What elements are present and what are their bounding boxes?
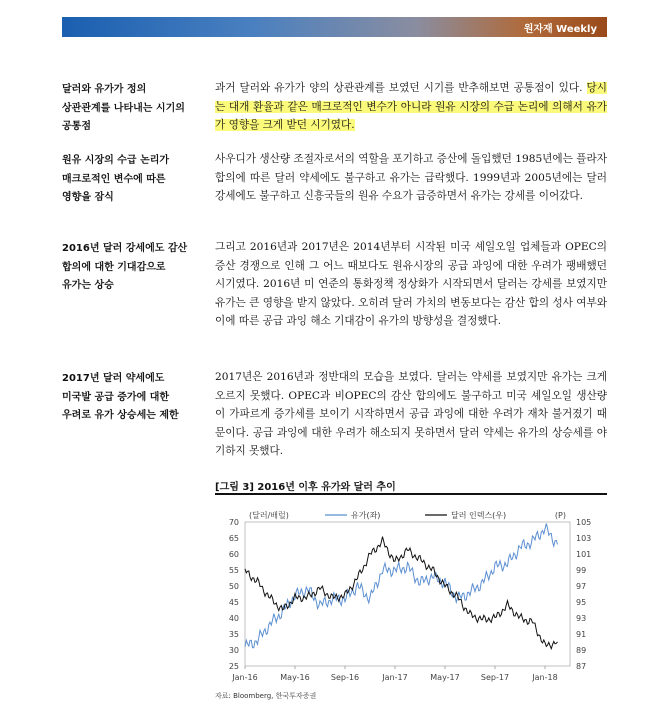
y-right-tick-label: 99 <box>576 566 587 575</box>
x-tick-label: Sep-16 <box>330 673 360 682</box>
oil-dollar-line-chart <box>200 500 610 688</box>
plot-frame <box>245 522 570 666</box>
y-left-tick-label: 30 <box>228 646 239 655</box>
section-1-sidebar-heading: 달러와 유가가 정의 상관관계를 나타내는 시기의 공통점 <box>62 84 185 133</box>
y-left-tick-label: 40 <box>228 614 239 623</box>
y-right-tick-label: 103 <box>576 534 592 543</box>
y-right-tick-label: 93 <box>576 614 587 623</box>
y-right-tick-label: 89 <box>576 646 587 655</box>
y-left-tick-label: 35 <box>228 630 239 639</box>
y-right-tick-label: 97 <box>576 582 587 591</box>
y-left-tick-label: 45 <box>228 598 239 607</box>
y-right-axis-label: (P) <box>554 511 566 520</box>
section-1-text: 과거 달러와 유가가 양의 상관관계를 보였던 시기를 반추해보면 공통점이 있다. <box>215 82 587 94</box>
section-4-sidebar-heading: 2017년 달러 약세에도 미국발 공급 증가에 대한 우려로 유가 상승세는 제한 <box>62 373 179 422</box>
section-1-highlight: 당시는 대개 환율과 같은 매크로적인 변수가 아니라 원유 시장의 수급 논리에 의해서 유가가 영향을 크게 받던 시기였다. <box>215 82 607 132</box>
figure-source: 자료: Bloomberg, 한국투자증권 <box>215 692 317 700</box>
legend-label-0: 유가(좌) <box>351 511 381 520</box>
y-left-tick-label: 50 <box>228 582 239 591</box>
y-left-tick-label: 60 <box>228 550 239 559</box>
y-right-tick-label: 87 <box>576 662 587 671</box>
x-tick-label: May-17 <box>430 673 460 682</box>
section-1-body <box>215 79 607 135</box>
x-tick-label: May-16 <box>280 673 310 682</box>
y-right-tick-label: 91 <box>576 630 587 639</box>
y-left-tick-label: 25 <box>228 662 239 671</box>
x-tick-label: Sep-17 <box>480 673 510 682</box>
series-line-0 <box>245 524 558 648</box>
x-tick-label: Jan-17 <box>382 673 408 682</box>
section-3-body: 그리고 2016년과 2017년은 2014년부터 시작된 미국 셰일오일 업체들과 OPEC의 증산 경쟁으로 인해 그 어느 때보다도 원유시장의 공급 과잉에 대한 우려가 팽배했던 시기였다. 2016년 미 연준의 통화정책 정상화가 시작되면서 달러는 강세를 보였지만 유가는 큰 영향을 받지 않았다. 오히려 달러 가치의 변동보다는 감산 합의 성사 여부와 이에 따른 공급 과잉 해소 기대감이 유가의 방향성을 결정했다. <box>215 241 607 328</box>
section-3-sidebar-heading: 2016년 달러 강세에도 감산 합의에 대한 기대감으로 유가는 상승 <box>62 243 188 292</box>
x-tick-label: Jan-16 <box>232 673 258 682</box>
section-2-body: 사우디가 생산량 조절자로서의 역할을 포기하고 증산에 돌입했던 1985년에는 플라자 합의에 따른 달러 약세에도 불구하고 유가는 급락했다. 1999년과 2005년에는 달러 강세에도 불구하고 신흥국들의 원유 수요가 급증하면서 유가는 강세를 이어갔다. <box>215 153 607 203</box>
y-left-axis-label: (달러/배럴) <box>249 511 289 520</box>
x-tick-label: Jan-18 <box>532 673 558 682</box>
y-right-tick-label: 101 <box>576 550 592 559</box>
series-line-1 <box>245 537 558 649</box>
report-header-bar <box>62 17 607 37</box>
y-right-tick-label: 105 <box>576 518 592 527</box>
y-left-tick-label: 55 <box>228 566 239 575</box>
legend-label-1: 달러 인덱스(우) <box>451 511 507 520</box>
y-right-tick-label: 95 <box>576 598 587 607</box>
y-left-tick-label: 65 <box>228 534 239 543</box>
section-2-sidebar-heading: 원유 시장의 수급 논리가 매크로적인 변수에 따른 영향을 잠식 <box>62 155 170 204</box>
section-4-body: 2017년은 2016년과 정반대의 모습을 보였다. 달러는 약세를 보였지만 유가는 크게 오르지 못했다. OPEC과 비OPEC의 감산 합의에도 불구하고 미국 셰일오일 생산량이 가파르게 증가세를 보이기 시작하면서 공급 과잉에 대한 우려가 재차 불거졌기 때문이다. 공급 과잉에 대한 우려가 해소되지 못하면서 달러 약세는 유가의 상승세를 야기하지 못했다. <box>215 371 607 458</box>
figure-title: [그림 3] 2016년 이후 유가와 달러 추이 <box>215 482 396 493</box>
y-left-tick-label: 70 <box>228 518 239 527</box>
report-tag: 원자재 Weekly <box>523 24 597 35</box>
figure-title-rule <box>215 493 607 495</box>
